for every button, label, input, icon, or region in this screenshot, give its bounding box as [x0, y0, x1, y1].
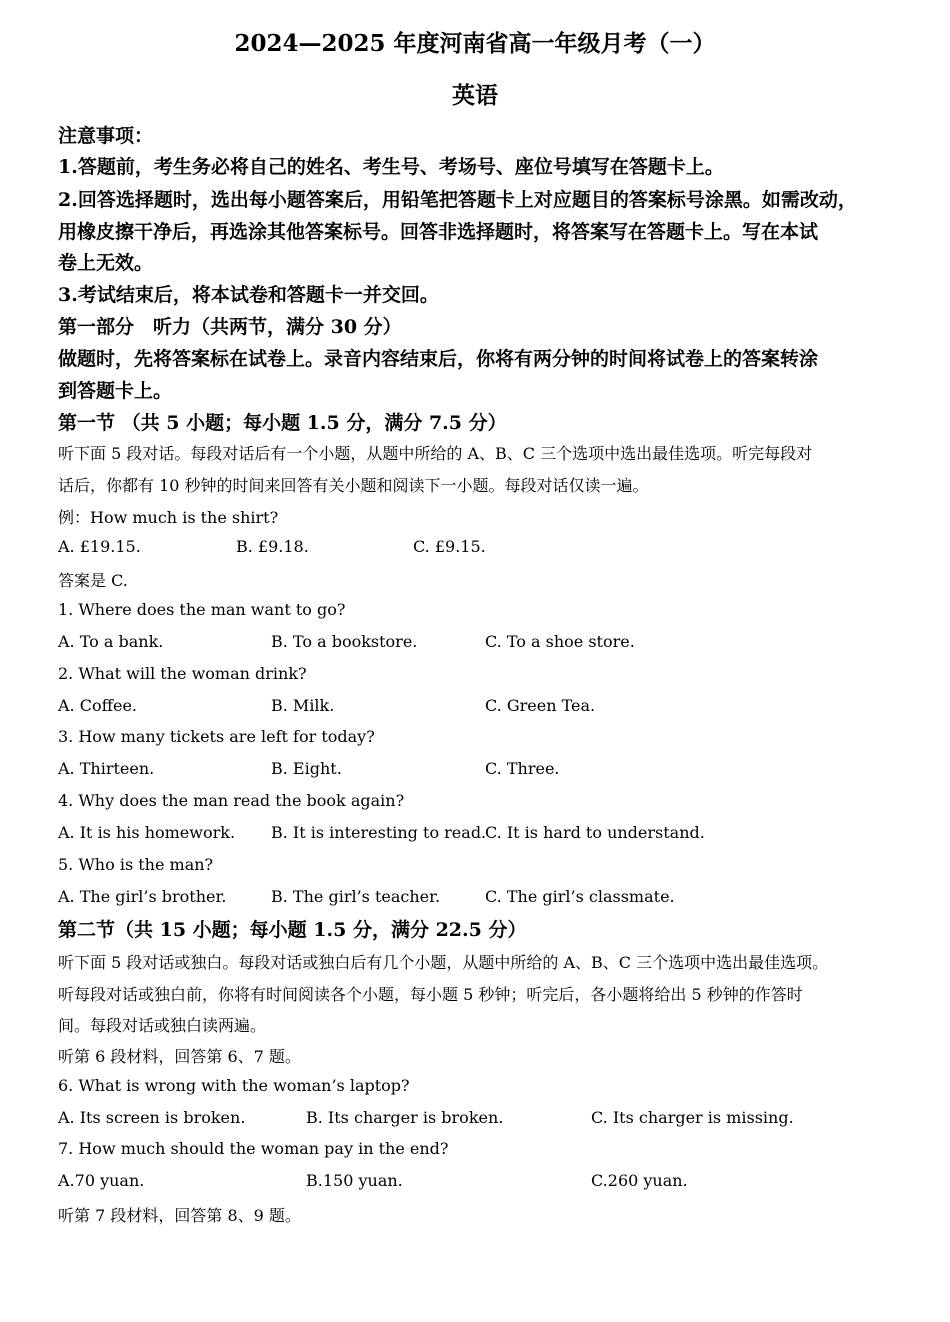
section2-instruction-line-1: 听下面 5 段对话或独白。每段对话或独白后有几个小题，从题中所给的 A、B、C 三个选项中选出最佳选项。	[58, 953, 829, 972]
subject-title: 英语	[452, 82, 498, 109]
question-6-option-b: B. Its charger is broken.	[306, 1108, 504, 1127]
example-option-b: B. £9.18.	[236, 537, 309, 556]
example-option-a: A. £19.15.	[58, 537, 141, 556]
section1-instruction-line-1: 听下面 5 段对话。每段对话后有一个小题，从题中所给的 A、B、C 三个选项中选出最佳选项。听完每段对	[58, 444, 813, 463]
material-6-note: 听第 6 段材料，回答第 6、7 题。	[58, 1047, 301, 1066]
section1-instruction-line-2: 话后，你都有 10 秒钟的时间来回答有关小题和阅读下一小题。每段对话仅读一遍。	[58, 476, 649, 495]
question-6-option-a: A. Its screen is broken.	[58, 1108, 246, 1127]
part1-instruction-line-1: 做题时，先将答案标在试卷上。录音内容结束后，你将有两分钟的时间将试卷上的答案转涂	[58, 348, 819, 370]
section2-instruction-line-3: 间。每段对话或独白读两遍。	[58, 1016, 267, 1035]
question-4-option-c: C. It is hard to understand.	[485, 823, 705, 842]
notice-item-3: 3.考试结束后，将本试卷和答题卡一并交回。	[58, 284, 439, 306]
example-option-c: C. £9.15.	[413, 537, 486, 556]
question-4-option-a: A. It is his homework.	[58, 823, 236, 842]
question-7-option-a: A.70 yuan.	[58, 1171, 145, 1190]
question-4: 4. Why does the man read the book again?	[58, 791, 405, 810]
question-7-option-c: C.260 yuan.	[591, 1171, 688, 1190]
notice-item-2-line-2: 用橡皮擦干净后，再选涂其他答案标号。回答非选择题时，将答案写在答题卡上。写在本试	[58, 221, 819, 243]
notice-item-2-line-1: 2.回答选择题时，选出每小题答案后，用铅笔把答题卡上对应题目的答案标号涂黑。如需改动，	[58, 189, 857, 211]
example-question: 例：How much is the shirt?	[58, 508, 279, 527]
question-2-option-b: B. Milk.	[271, 696, 335, 715]
section2-heading: 第二节（共 15 小题；每小题 1.5 分，满分 22.5 分）	[58, 919, 527, 941]
question-5: 5. Who is the man?	[58, 855, 214, 874]
notice-heading: 注意事项：	[58, 125, 154, 147]
question-2: 2. What will the woman drink?	[58, 664, 307, 683]
question-3-option-c: C. Three.	[485, 759, 560, 778]
question-1: 1. Where does the man want to go?	[58, 600, 346, 619]
notice-item-2-line-3: 卷上无效。	[58, 252, 154, 274]
question-7-option-b: B.150 yuan.	[306, 1171, 403, 1190]
question-4-option-b: B. It is interesting to read.	[271, 823, 487, 842]
question-5-option-a: A. The girl’s brother.	[58, 887, 227, 906]
question-5-option-c: C. The girl’s classmate.	[485, 887, 675, 906]
question-6: 6. What is wrong with the woman’s laptop?	[58, 1076, 410, 1095]
question-2-option-a: A. Coffee.	[58, 696, 137, 715]
part1-instruction-line-2: 到答题卡上。	[58, 380, 173, 402]
notice-item-1: 1.答题前，考生务必将自己的姓名、考生号、考场号、座位号填写在答题卡上。	[58, 156, 724, 178]
section2-instruction-line-2: 听每段对话或独白前，你将有时间阅读各个小题，每小题 5 秒钟；听完后，各小题将给出 5 秒钟的作答时	[58, 985, 803, 1004]
question-2-option-c: C. Green Tea.	[485, 696, 596, 715]
example-answer: 答案是 C.	[58, 571, 128, 590]
question-3: 3. How many tickets are left for today?	[58, 727, 375, 746]
question-5-option-b: B. The girl’s teacher.	[271, 887, 441, 906]
material-7-note: 听第 7 段材料，回答第 8、9 题。	[58, 1206, 301, 1225]
question-7: 7. How much should the woman pay in the end?	[58, 1139, 449, 1158]
question-1-option-a: A. To a bank.	[58, 632, 164, 651]
part1-heading: 第一部分 听力（共两节，满分 30 分）	[58, 316, 402, 338]
question-1-option-b: B. To a bookstore.	[271, 632, 418, 651]
section1-heading: 第一节 （共 5 小题；每小题 1.5 分，满分 7.5 分）	[58, 412, 507, 434]
question-3-option-b: B. Eight.	[271, 759, 342, 778]
question-6-option-c: C. Its charger is missing.	[591, 1108, 794, 1127]
question-1-option-c: C. To a shoe store.	[485, 632, 635, 651]
exam-title: 2024—2025 年度河南省高一年级月考（一）	[234, 30, 716, 57]
question-3-option-a: A. Thirteen.	[58, 759, 155, 778]
